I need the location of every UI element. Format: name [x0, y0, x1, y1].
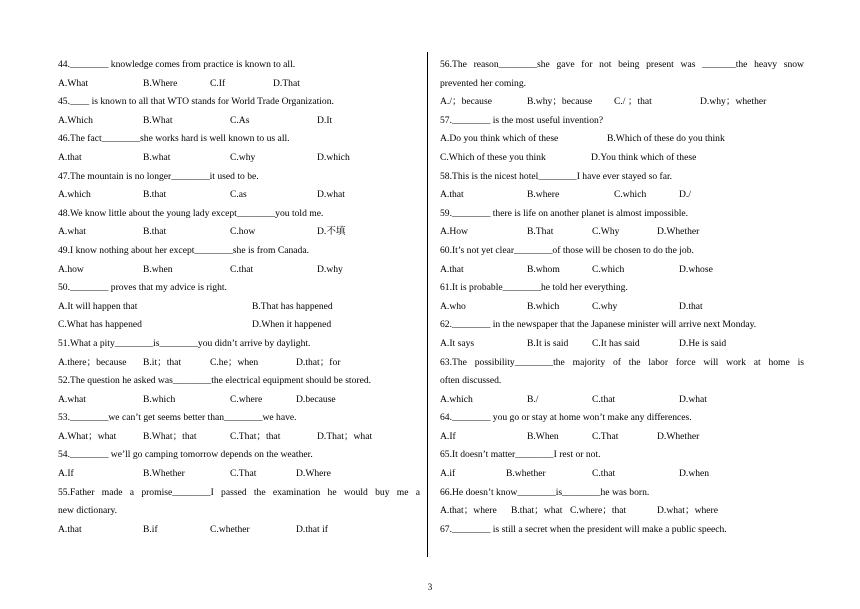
option-a: A.there；because	[58, 356, 127, 368]
question-66: 66.He doesn’t know________is________he was born.	[440, 486, 650, 498]
option-b: B.which	[143, 393, 176, 405]
option-c: C.where	[230, 393, 263, 405]
options-48	[58, 223, 420, 242]
option-b: B.When	[527, 430, 559, 442]
question-62: 62.________ in the newspaper that the Japanese minister will arrive next Monday.	[440, 319, 757, 331]
option-b: B.whether	[506, 468, 546, 480]
option-c: C.why	[592, 300, 618, 312]
column-divider	[427, 52, 428, 557]
option-b: B.What；that	[143, 430, 197, 442]
options-50-cd	[58, 316, 420, 335]
option-c: C.As	[230, 114, 250, 126]
option-b: B.that	[143, 189, 167, 201]
question-58: 58.This is the nicest hotel________I have ever stayed so far.	[440, 170, 673, 182]
options-44	[58, 75, 420, 94]
option-b: B.why；because	[527, 96, 593, 108]
option-c: C.Which of these you think	[440, 151, 546, 163]
option-d: D.which	[317, 151, 350, 163]
question-55-cont: new dictionary.	[58, 505, 118, 517]
option-c: C.whether	[210, 523, 250, 535]
options-46	[58, 149, 420, 168]
question-49: 49.I know nothing about her except________she is from Canada.	[58, 244, 309, 256]
option-c: C.That	[592, 430, 619, 442]
option-a: A.that；where	[440, 505, 497, 517]
option-d: D.That	[273, 77, 300, 89]
question-63: 63.The possibility________the majority of the labor force will work at home is	[440, 356, 804, 368]
option-d: D.why；whether	[700, 96, 767, 108]
question-51: 51.What a pity________is________you didn’t arrive by daylight.	[58, 337, 311, 349]
option-c: C.That；that	[230, 430, 281, 442]
option-d: D.why	[317, 263, 343, 275]
option-d: D.because	[296, 393, 336, 405]
options-65	[440, 465, 804, 484]
option-a: A.that	[58, 151, 82, 163]
option-d: D.whose	[679, 263, 713, 275]
option-c: C.how	[230, 226, 256, 238]
option-d: D.what	[317, 189, 345, 201]
option-a: A.who	[440, 300, 466, 312]
option-d: D.不填	[317, 226, 346, 238]
option-a: A.if	[440, 468, 456, 480]
option-d: D.when	[679, 468, 710, 480]
option-d: D.that；for	[296, 356, 341, 368]
question-65: 65.It doesn’t matter________I rest or not.	[440, 449, 601, 461]
option-a: A.that	[440, 263, 464, 275]
option-b: B.whom	[527, 263, 560, 275]
options-52	[58, 391, 420, 410]
option-a: A.It says	[440, 337, 475, 349]
options-66	[440, 502, 804, 521]
option-b: B.It is said	[527, 337, 569, 349]
option-c: C./ ；that	[614, 96, 652, 108]
option-a: A.what	[58, 226, 86, 238]
option-c: C.which	[614, 189, 647, 201]
right-column	[440, 56, 804, 539]
option-d: D.Whether	[657, 226, 700, 238]
option-c: C.that	[592, 468, 616, 480]
option-a: A.which	[440, 393, 473, 405]
options-62	[440, 335, 804, 354]
options-56	[440, 93, 804, 112]
question-53: 53.________we can’t get seems better than________we have.	[58, 412, 297, 424]
option-b: B.That	[527, 226, 554, 238]
question-54: 54.________ we’ll go camping tomorrow depends on the weather.	[58, 449, 313, 461]
question-50: 50.________ proves that my advice is right.	[58, 282, 227, 294]
options-55	[58, 521, 420, 540]
options-63	[440, 391, 804, 410]
option-c: C.he；when	[210, 356, 259, 368]
option-a: A.If	[440, 430, 456, 442]
option-a: A./；because	[440, 96, 492, 108]
option-b: B.that；what	[511, 505, 563, 517]
question-60: 60.It’s not yet clear________of those will be chosen to do the job.	[440, 244, 694, 256]
options-57-ab	[440, 130, 804, 149]
page-number: 3	[427, 582, 433, 592]
question-56-cont: prevented her coming.	[440, 77, 527, 89]
option-d: D.what；where	[657, 505, 719, 517]
option-d: D.that	[679, 300, 703, 312]
question-44: 44.________ knowledge comes from practice is known to all.	[58, 59, 296, 70]
option-d: D.He is said	[679, 337, 727, 349]
question-64: 64.________ you go or stay at home won’t make any differences.	[440, 412, 692, 424]
question-48: 48.We know little about the young lady except________you told me.	[58, 207, 324, 219]
question-57: 57.________ is the most useful invention?	[440, 114, 604, 126]
option-b: B.if	[143, 523, 158, 535]
option-d: D.Where	[296, 468, 331, 480]
options-61	[440, 298, 804, 317]
option-c: C.If	[210, 77, 226, 89]
question-55: 55.Father made a promise________I passed the examination he would buy me a	[58, 486, 420, 498]
question-46: 46.The fact________she works hard is well known to us all.	[58, 133, 290, 145]
option-d: D.Whether	[657, 430, 700, 442]
option-b: B.Where	[143, 77, 178, 89]
option-d: D.that if	[296, 523, 328, 535]
option-c: C.where；that	[570, 505, 627, 517]
option-a: A.that	[58, 523, 82, 535]
option-a: A.What；what	[58, 430, 117, 442]
question-61: 61.It is probable________he told her everything.	[440, 282, 628, 294]
option-a: A.how	[58, 263, 84, 275]
options-60	[440, 261, 804, 280]
option-d: D./	[679, 189, 691, 201]
option-c: C.that	[230, 263, 254, 275]
option-b: B.Whether	[143, 468, 185, 480]
option-d: D.You think which of these	[591, 151, 697, 163]
option-c: C.why	[230, 151, 256, 163]
options-47	[58, 186, 420, 205]
options-57-cd	[440, 149, 804, 168]
option-b: B.what	[143, 151, 171, 163]
option-d: D.That；what	[317, 430, 373, 442]
option-a: A.which	[58, 189, 91, 201]
option-d: D.what	[679, 393, 707, 405]
option-a: A.what	[58, 393, 86, 405]
option-a: A.What	[58, 77, 89, 89]
option-b: B.it；that	[143, 356, 182, 368]
option-b: B.What	[143, 114, 173, 126]
option-b: B.when	[143, 263, 173, 275]
question-67: 67.________ is still a secret when the president will make a public speech.	[440, 523, 727, 535]
option-b: B.That has happened	[252, 300, 333, 312]
option-c: C.as	[230, 189, 247, 201]
question-45: 45.____ is known to all that WTO stands for World Trade Organization.	[58, 96, 334, 108]
option-b: B.Which of these do you think	[607, 133, 725, 145]
options-64	[440, 428, 804, 447]
option-b: B./	[527, 393, 539, 405]
option-b: B.that	[143, 226, 167, 238]
options-45	[58, 112, 420, 131]
option-c: C.that	[592, 393, 616, 405]
options-51	[58, 354, 420, 373]
question-59: 59.________ there is life on another planet is almost impossible.	[440, 207, 689, 219]
option-c: C.What has happened	[58, 319, 142, 331]
option-b: B.which	[527, 300, 560, 312]
option-a: A.Do you think which of these	[440, 133, 559, 145]
question-52: 52.The question he asked was________the electrical equipment should be stored.	[58, 375, 372, 387]
question-47: 47.The mountain is no longer________it used to be.	[58, 170, 259, 182]
option-d: D.When it happened	[252, 319, 332, 331]
option-a: A.If	[58, 468, 74, 480]
option-a: A.How	[440, 226, 468, 238]
option-a: A.It will happen that	[58, 300, 138, 312]
question-63-cont: often discussed.	[440, 375, 502, 387]
option-c: C.Why	[592, 226, 620, 238]
options-50-ab	[58, 298, 420, 317]
options-59	[440, 223, 804, 242]
options-54	[58, 465, 420, 484]
question-56: 56.The reason________she gave for not being present was _______the heavy snow	[440, 59, 804, 70]
option-c: C.which	[592, 263, 625, 275]
options-49	[58, 261, 420, 280]
left-column	[58, 56, 420, 539]
option-c: C.That	[230, 468, 257, 480]
option-b: B.where	[527, 189, 560, 201]
option-d: D.It	[317, 114, 333, 126]
options-58	[440, 186, 804, 205]
option-c: C.It has said	[592, 337, 640, 349]
options-53	[58, 428, 420, 447]
option-a: A.Which	[58, 114, 93, 126]
option-a: A.that	[440, 189, 464, 201]
